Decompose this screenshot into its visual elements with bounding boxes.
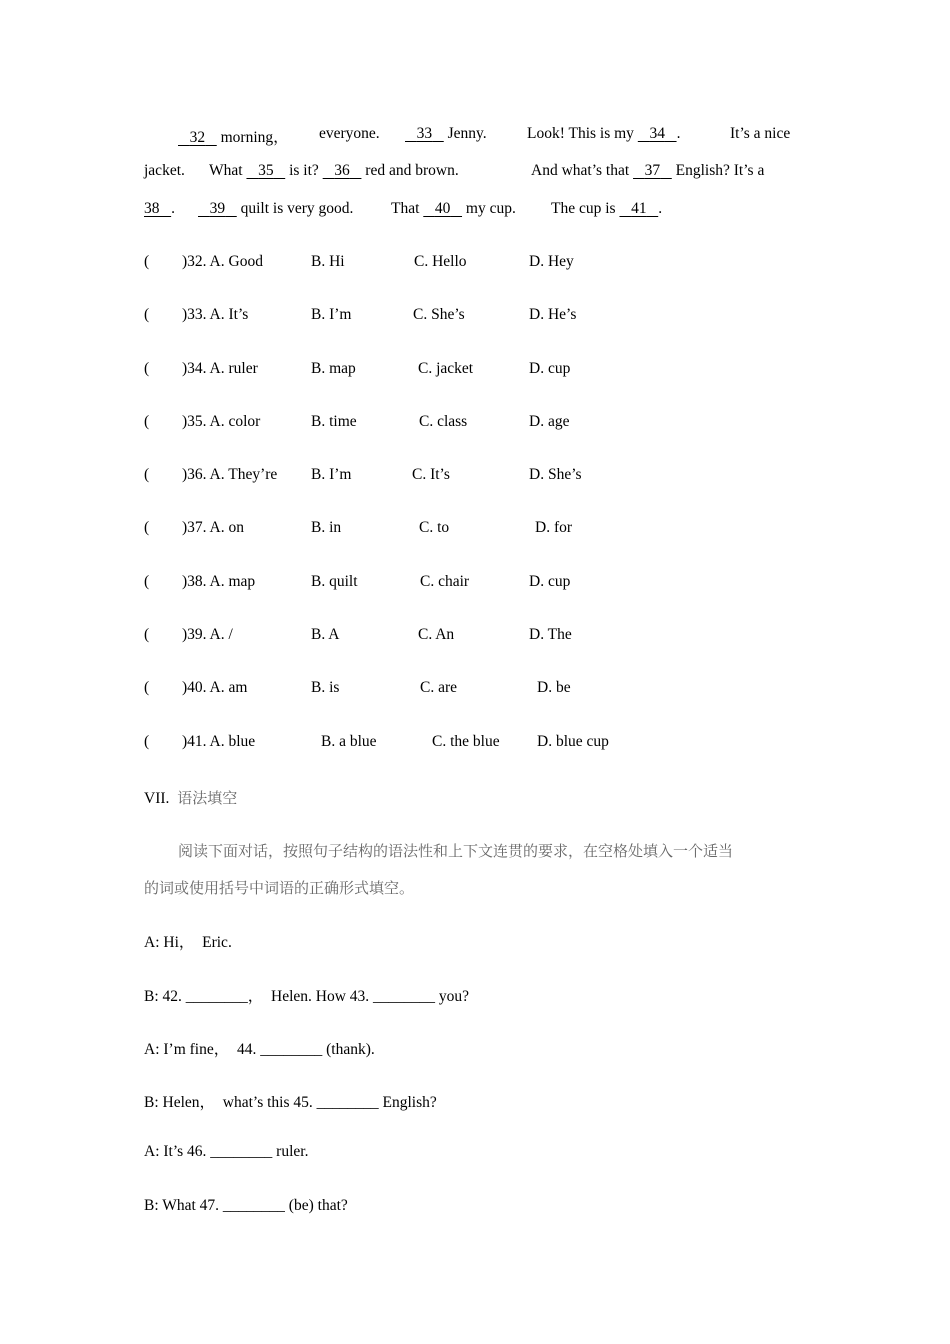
- blank-35: 35: [258, 162, 274, 179]
- answer-paren[interactable]: (: [144, 626, 150, 643]
- option-d: D. cup: [529, 360, 571, 377]
- option-a: )39. A. /: [182, 626, 233, 643]
- dialogue-line: B: 42. ________， Helen. How 43. ________ you?: [144, 988, 470, 1005]
- option-b: B. quilt: [311, 573, 358, 590]
- option-c: C. to: [419, 519, 450, 536]
- option-a: )32. A. Good: [182, 253, 263, 270]
- option-a: )41. A. blue: [182, 733, 256, 750]
- option-d: D. be: [537, 679, 571, 696]
- passage-text: The cup is: [551, 200, 620, 217]
- passage-line-1c: [527, 125, 680, 143]
- option-c: C. jacket: [418, 360, 474, 377]
- option-b: B. I’m: [311, 466, 352, 483]
- option-b: B. time: [311, 413, 357, 430]
- blank-33: 33: [416, 125, 433, 142]
- option-c: C. class: [419, 413, 468, 430]
- option-a: )35. A. color: [182, 413, 261, 430]
- dialogue-line: A: I’m fine， 44. ________ (thank).: [144, 1041, 375, 1058]
- blank-37: 37: [644, 162, 661, 179]
- option-c: C. Hello: [414, 253, 467, 270]
- passage-line-3b: [198, 200, 353, 218]
- option-a: )33. A. It’s: [182, 306, 249, 323]
- blank-38: 38: [144, 200, 160, 217]
- option-a: )34. A. ruler: [182, 360, 258, 377]
- dialogue-line: A: Hi， Eric.: [144, 934, 232, 951]
- passage-text: red and brown.: [361, 162, 459, 179]
- answer-paren[interactable]: (: [144, 413, 150, 430]
- answer-paren[interactable]: (: [144, 253, 150, 270]
- passage-line-3d: [551, 200, 662, 218]
- passage-text: What: [209, 162, 247, 179]
- section-number: VII.: [144, 790, 170, 807]
- blank-40: 40: [434, 200, 451, 217]
- section-title: 语法填空: [177, 789, 238, 807]
- dialogue-line: A: It’s 46. ________ ruler.: [144, 1143, 309, 1160]
- passage-text: And what’s that: [531, 162, 634, 179]
- dialogue-line: B: What 47. ________ (be) that?: [144, 1197, 348, 1214]
- option-c: C. It’s: [412, 466, 450, 483]
- answer-paren[interactable]: (: [144, 360, 150, 377]
- blank-41: 41: [631, 200, 647, 217]
- passage-text: is it?: [285, 162, 323, 179]
- option-a: )36. A. They’re: [182, 466, 278, 483]
- option-d: D. He’s: [529, 306, 577, 323]
- section-instruction-line-2: 的词或使用括号中词语的正确形式填空。: [144, 879, 415, 897]
- option-d: D. for: [535, 519, 573, 536]
- option-b: B. I’m: [311, 306, 352, 323]
- passage-text: everyone.: [319, 125, 380, 142]
- answer-paren[interactable]: (: [144, 679, 150, 696]
- answer-paren[interactable]: (: [144, 306, 150, 323]
- passage-text: quilt is very good.: [236, 200, 354, 217]
- option-d: D. age: [529, 413, 570, 430]
- option-d: D. blue cup: [537, 733, 609, 750]
- blank-32: 32: [189, 129, 206, 146]
- passage-text: my cup.: [462, 200, 516, 217]
- passage-text: English? It’s a: [671, 162, 765, 179]
- section-instruction-line-1: 阅读下面对话，按照句子结构的语法性和上下文连贯的要求，在空格处填入一个适当: [178, 842, 734, 860]
- passage-text: .: [676, 125, 681, 142]
- passage-line-3c: [391, 200, 516, 218]
- blank-39: 39: [209, 200, 226, 217]
- passage-text: jacket.: [144, 162, 185, 179]
- option-d: D. She’s: [529, 466, 582, 483]
- option-d: D. The: [529, 626, 572, 643]
- option-a: )38. A. map: [182, 573, 256, 590]
- passage-text: It’s a nice: [730, 125, 791, 142]
- option-b: B. in: [311, 519, 342, 536]
- answer-paren[interactable]: (: [144, 573, 150, 590]
- option-a: )40. A. am: [182, 679, 248, 696]
- option-b: B. map: [311, 360, 356, 377]
- option-b: B. a blue: [321, 733, 377, 750]
- option-d: D. Hey: [529, 253, 574, 270]
- option-c: C. are: [420, 679, 458, 696]
- section-heading: [144, 787, 237, 808]
- passage-text: Jenny.: [443, 125, 487, 142]
- passage-line-2b: [531, 162, 764, 180]
- passage-text: .: [658, 200, 663, 217]
- option-c: C. the blue: [432, 733, 500, 750]
- option-b: B. Hi: [311, 253, 345, 270]
- answer-paren[interactable]: (: [144, 733, 150, 750]
- blank-34: 34: [649, 125, 665, 142]
- option-b: B. is: [311, 679, 340, 696]
- passage-text: morning，: [216, 129, 289, 146]
- option-c: C. chair: [420, 573, 470, 590]
- passage-text: .: [171, 200, 175, 217]
- passage-line-3: [144, 200, 175, 218]
- answer-paren[interactable]: (: [144, 466, 150, 483]
- answer-paren[interactable]: (: [144, 519, 150, 536]
- option-d: D. cup: [529, 573, 571, 590]
- dialogue-line: B: Helen， what’s this 45. ________ English?: [144, 1094, 437, 1111]
- option-c: C. She’s: [413, 306, 465, 323]
- option-c: C. An: [418, 626, 455, 643]
- passage-text: That: [391, 200, 424, 217]
- passage-line-1b: [405, 125, 487, 143]
- option-b: B. A: [311, 626, 340, 643]
- passage-line-1: [178, 125, 289, 147]
- passage-text: Look! This is my: [527, 125, 638, 142]
- passage-line-2: [209, 162, 459, 180]
- blank-36: 36: [334, 162, 350, 179]
- option-a: )37. A. on: [182, 519, 244, 536]
